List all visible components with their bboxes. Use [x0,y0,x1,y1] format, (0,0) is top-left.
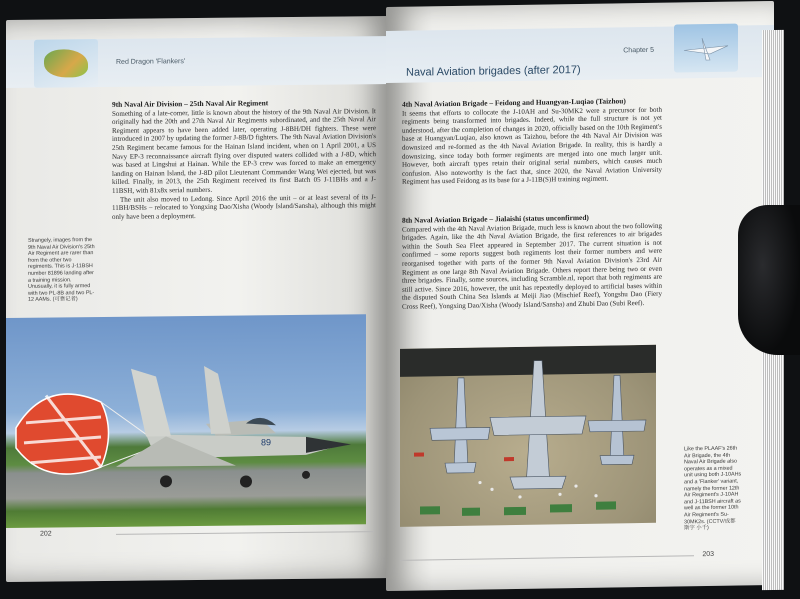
left-text-column [112,98,376,221]
right-page-heading: Naval Aviation brigades (after 2017) [406,63,581,79]
left-page [6,16,392,582]
right-section-2-text: Compared with the 4th Naval Aviation Brigade, much less is known about the two following brigades. Again, like the 4th Naval Aviation Brigade, the first references to air brigades within the South Sea Fleet appeared in September 2017. The current situation is not confirmed – some reports suggest both regiments lost their former numbers and were reorganised together with parts of the former 9th Naval Aviation Division's 23rd Air Regiment as one large 8th Naval Aviation Brigade. Others report there being two or even three brigades. Finally, some sources, including Scramble.nl, report that both regiments are still active. Since 2016, however, the unit has repeatedly deployed to artificial bases within the disputed South China Sea Islands at Meiji Jiao (Mischief Reef), Yongshu Dao (Fiery Cross Reef), Yongxing Dao/Xisha (Woody Island/Sansha) and Zhubi Dao (Subi Reef). [402,221,662,311]
right-section-2 [402,213,662,312]
three-jets-photo [400,345,656,527]
jet-left [430,377,490,473]
left-footer-rule [116,531,374,535]
right-photo-caption: Like the PLAAF's 26th Air Brigade, the 4th Naval Air Brigade also operates as a mixed unit using both J-10AHs and a 'Flanker' variant, namely the former 12th Air Regiment's J-10AH and J-11BSH aircraft as well as the former 10th Air Regiment's Su-30MK2s. (CCTV/成都 斯宇 小千) [684,445,742,532]
left-section-title: 9th Naval Air Division – 25th Naval Air Regiment [112,98,269,109]
left-paragraph-2: The unit also moved to Ledong. Since April 2016 the unit – or at least several of its J-11BH/BSHs – relocated to Yongxing Dao/Xisha (Woody Island/Sansha), although this might only have been a deployment. [112,192,376,221]
right-page [386,1,774,591]
jet-landing-photo [6,314,366,528]
right-running-head: Chapter 5 [623,46,654,55]
left-paragraph-1: Something of a late-comer, little is known about the history of the 9th Naval Air Division. It originally had the 20th and 27th Naval Air Regiments subordinated, and the 25th Naval Air Regiment appears to have been added later, operating J-8BH/DH fighters. These were introduced in 2007 by updating the former J-8B/D fighters. The 9th Naval Aviation Division's 25th Regiment became famous for the Hainan Island incident, when on 1 April 2001, a US Navy EP-3 reconnaissance aircraft flying over disputed waters collided with a J-8D, which was based at Lingshui at Hainan. While the EP-3 crew was forced to make an emergency landing on Hainan Island, the J-8D pilot Lieutenant Commander Wang Wei ejected, but was killed. Finally, in 2013, the 25th Regiment received its first Batch 05 J-11BHs and a J-11BSH, with 81x8x serial numbers. [112,106,376,195]
jet-serial: 89 [261,437,272,448]
right-section-2-title: 8th Naval Aviation Brigade – Jialaishi (status unconfirmed) [402,212,589,225]
right-footer-rule [400,555,694,561]
left-running-head: Red Dragon 'Flankers' [116,58,186,66]
three-jets-on-tarmac-icon [400,345,656,527]
jet-with-drag-chute-icon [6,314,366,528]
left-photo-caption: Strangely, images from the 9th Naval Air Division's 25th Air Regiment are rarer than from the other two regiments. This is J-11BSH number 81896 landing after a training mission. Unusually, it is fully armed with two PL-8B and two PL-12 AAMs. (可靠记者) [28,237,95,304]
jet-thumbnail [674,24,738,73]
jet-center [490,360,586,490]
map-icon [44,49,88,77]
jet-right [588,375,646,465]
jet-icon [680,30,732,67]
dark-fabric [738,205,800,355]
right-section-1-title: 4th Naval Aviation Brigade – Feidong and Huangyan-Luqiao (Taizhou) [402,96,626,109]
left-page-number: 202 [40,530,52,538]
right-section-1-text: It seems that efforts to collocate the J-10AH and Su-30MK2 were a precursor for both regiments being transformed into brigades. Indeed, while the full structure is not yet understood, after the completion of changes in 2020, officially based on the 10th Regiment's base at Huangyan/Luqiao, also known as Taizhou, before the 4th Naval Air Division was downsized and re-formed as the 4th Naval Aviation Brigade. In reality, this is hardly a downsizing, since today both former regiments are merged into one much larger unit. However, both aircraft types retain their original serial numbers, which causes much confusion. Also noteworthy is the fact that, since 2020, the Naval Aviation University Regiment has used Feidong as its base for a J-11B(S)H training regiment. [402,105,662,187]
j11-fighter [116,364,351,488]
right-section-1 [402,97,662,187]
china-map-thumbnail [34,39,98,88]
right-page-number: 203 [702,550,714,559]
